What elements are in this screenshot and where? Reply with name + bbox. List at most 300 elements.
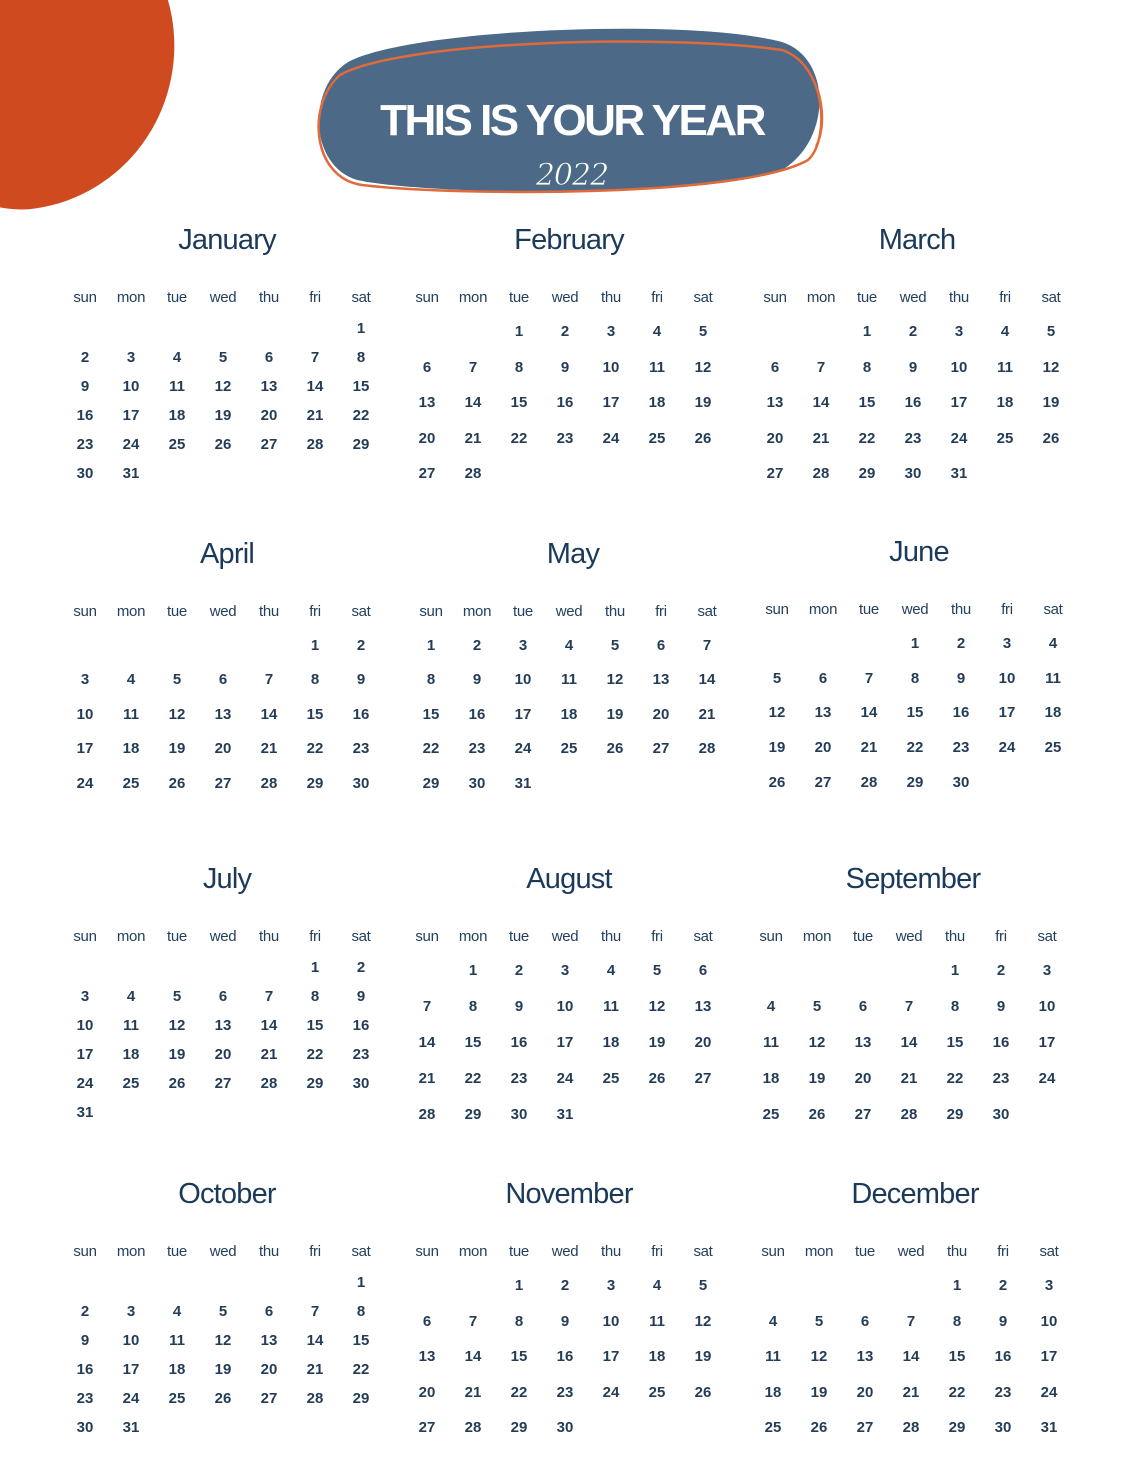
- day-cell: 23: [994, 1383, 1012, 1401]
- day-cell: 29: [306, 774, 324, 792]
- month-title: April: [199, 538, 254, 570]
- day-cell: 12: [168, 1017, 186, 1034]
- week-row: [62, 628, 392, 663]
- day-cell: 17: [1038, 1033, 1056, 1051]
- day-cell: 29: [946, 1105, 964, 1123]
- weekday-header: [404, 280, 734, 314]
- day-cell: 27: [814, 774, 832, 792]
- weeks: [62, 953, 392, 1127]
- week-row: [750, 1268, 1080, 1304]
- day-cell: 1: [426, 636, 436, 654]
- month-may: [408, 532, 738, 801]
- week-row: [62, 1326, 392, 1355]
- weekday-header: [408, 594, 738, 628]
- day-cell: 7: [264, 671, 274, 689]
- weekday-label: sat: [351, 927, 371, 945]
- month-october: [62, 1172, 392, 1442]
- month-february: [404, 218, 734, 492]
- day-cell: 29: [352, 436, 370, 453]
- day-cell: 5: [772, 669, 782, 687]
- month-title: January: [178, 224, 276, 256]
- day-cell: 2: [356, 959, 366, 976]
- day-cell: 16: [468, 705, 486, 723]
- day-cell: 30: [76, 1419, 94, 1436]
- weekday-label: sat: [1039, 1242, 1059, 1260]
- day-cell: 31: [122, 465, 140, 482]
- week-row: [62, 1098, 392, 1127]
- day-cell: 22: [510, 429, 528, 447]
- day-cell: 22: [946, 1069, 964, 1087]
- day-cell: 2: [80, 1303, 90, 1320]
- day-cell: 9: [514, 998, 524, 1016]
- day-cell: 16: [994, 1348, 1012, 1366]
- weekday-label: sat: [351, 602, 371, 620]
- week-row: [62, 372, 392, 401]
- weekday-label: tue: [855, 1242, 875, 1260]
- day-cell: 14: [812, 394, 830, 412]
- day-cell: 12: [694, 1312, 712, 1330]
- day-cell: 26: [694, 1383, 712, 1401]
- weeks: [750, 1268, 1080, 1446]
- day-cell: 8: [426, 671, 436, 689]
- day-cell: 7: [264, 988, 274, 1005]
- day-cell: 18: [648, 394, 666, 412]
- week-row: [404, 1375, 734, 1411]
- day-cell: 15: [858, 394, 876, 412]
- day-cell: 5: [1046, 323, 1056, 341]
- day-cell: 18: [1044, 704, 1062, 722]
- weeks: [404, 314, 734, 492]
- day-cell: 25: [168, 1390, 186, 1407]
- day-cell: 4: [1048, 634, 1058, 652]
- day-cell: 25: [764, 1419, 782, 1437]
- day-cell: 22: [948, 1383, 966, 1401]
- week-row: [408, 697, 738, 732]
- day-cell: 6: [770, 358, 780, 376]
- day-cell: 29: [306, 1075, 324, 1092]
- day-cell: 13: [214, 1017, 232, 1034]
- month-april: [62, 532, 392, 801]
- day-cell: 7: [310, 1303, 320, 1320]
- day-cell: 8: [356, 349, 366, 366]
- month-title: October: [178, 1178, 276, 1210]
- day-cell: 13: [766, 394, 784, 412]
- day-cell: 20: [418, 429, 436, 447]
- week-row: [62, 343, 392, 372]
- week-row: [752, 314, 1082, 350]
- day-cell: 2: [908, 323, 918, 341]
- day-cell: 6: [218, 671, 228, 689]
- day-cell: 16: [76, 407, 94, 424]
- day-cell: 11: [603, 998, 619, 1016]
- weekday-label: sun: [73, 602, 97, 620]
- day-cell: 9: [560, 1312, 570, 1330]
- day-cell: 11: [649, 1312, 665, 1330]
- weekday-label: sun: [415, 1242, 439, 1260]
- weekday-label: tue: [853, 927, 873, 945]
- day-cell: 22: [510, 1383, 528, 1401]
- day-cell: 31: [76, 1104, 94, 1121]
- weekday-label: sun: [763, 288, 787, 306]
- day-cell: 9: [356, 671, 366, 689]
- day-cell: 24: [122, 1390, 140, 1407]
- day-cell: 24: [556, 1069, 574, 1087]
- week-row: [62, 1297, 392, 1326]
- day-cell: 10: [950, 358, 968, 376]
- weekday-label: tue: [167, 602, 187, 620]
- day-cell: 8: [862, 358, 872, 376]
- day-cell: 11: [997, 358, 1013, 376]
- day-cell: 31: [1040, 1419, 1058, 1437]
- day-cell: 1: [356, 1274, 366, 1291]
- day-cell: 19: [214, 1361, 232, 1378]
- day-cell: 6: [218, 988, 228, 1005]
- week-row: [408, 766, 738, 801]
- day-cell: 30: [76, 465, 94, 482]
- day-cell: 22: [858, 429, 876, 447]
- day-cell: 16: [556, 394, 574, 412]
- week-row: [752, 421, 1082, 457]
- day-cell: 17: [122, 1361, 140, 1378]
- day-cell: 25: [648, 429, 666, 447]
- day-cell: 8: [310, 988, 320, 1005]
- weekday-label: thu: [951, 600, 971, 618]
- weekday-header: [62, 594, 392, 628]
- weeks: [62, 1268, 392, 1442]
- day-cell: 1: [514, 1277, 524, 1295]
- day-cell: 23: [76, 436, 94, 453]
- day-cell: 19: [606, 705, 624, 723]
- day-cell: 11: [763, 1033, 779, 1051]
- day-cell: 2: [996, 962, 1006, 980]
- day-cell: 22: [352, 1361, 370, 1378]
- weekday-label: wed: [895, 927, 923, 945]
- day-cell: 29: [464, 1105, 482, 1123]
- weekday-label: thu: [259, 288, 279, 306]
- day-cell: 29: [906, 774, 924, 792]
- day-cell: 17: [122, 407, 140, 424]
- day-cell: 29: [948, 1419, 966, 1437]
- weekday-header: [62, 280, 392, 314]
- day-cell: 13: [418, 1348, 436, 1366]
- day-cell: 19: [694, 394, 712, 412]
- day-cell: 4: [606, 962, 616, 980]
- day-cell: 27: [694, 1069, 712, 1087]
- day-cell: 14: [698, 671, 716, 689]
- weekday-label: tue: [167, 288, 187, 306]
- month-title: March: [878, 224, 956, 256]
- day-cell: 26: [1042, 429, 1060, 447]
- day-cell: 11: [765, 1348, 781, 1366]
- day-cell: 1: [952, 1277, 962, 1295]
- day-cell: 18: [762, 1069, 780, 1087]
- week-row: [404, 385, 734, 421]
- day-cell: 10: [76, 705, 94, 723]
- day-cell: 19: [168, 1046, 186, 1063]
- day-cell: 17: [998, 704, 1016, 722]
- weekday-label: wed: [209, 1242, 237, 1260]
- week-row: [62, 663, 392, 698]
- day-cell: 13: [214, 705, 232, 723]
- day-cell: 25: [996, 429, 1014, 447]
- weekday-label: mon: [458, 927, 488, 945]
- weekday-label: wed: [551, 927, 579, 945]
- day-cell: 5: [698, 1277, 708, 1295]
- day-cell: 16: [510, 1033, 528, 1051]
- week-row: [404, 953, 734, 989]
- day-cell: 2: [356, 636, 366, 654]
- weekday-label: wed: [209, 602, 237, 620]
- week-row: [748, 989, 1078, 1025]
- month-title: August: [526, 863, 612, 895]
- day-cell: 30: [952, 774, 970, 792]
- week-row: [752, 456, 1082, 492]
- week-row: [750, 1339, 1080, 1375]
- day-cell: 15: [422, 705, 440, 723]
- day-cell: 14: [418, 1033, 436, 1051]
- weekday-label: wed: [209, 927, 237, 945]
- weekday-label: fri: [651, 288, 663, 306]
- day-cell: 27: [854, 1105, 872, 1123]
- weekday-label: mon: [116, 288, 146, 306]
- week-row: [62, 430, 392, 459]
- weekday-label: sun: [765, 600, 789, 618]
- day-cell: 17: [1040, 1348, 1058, 1366]
- day-cell: 25: [168, 436, 186, 453]
- day-cell: 6: [698, 962, 708, 980]
- day-cell: 11: [561, 671, 577, 689]
- weekday-label: tue: [509, 927, 529, 945]
- weekday-label: mon: [806, 288, 836, 306]
- day-cell: 24: [602, 429, 620, 447]
- day-cell: 25: [122, 1075, 140, 1092]
- day-cell: 9: [956, 669, 966, 687]
- day-cell: 9: [356, 988, 366, 1005]
- day-cell: 11: [169, 1332, 185, 1349]
- weekday-label: sun: [415, 927, 439, 945]
- day-cell: 13: [854, 1033, 872, 1051]
- weekday-header: [404, 1234, 734, 1268]
- week-row: [404, 1268, 734, 1304]
- weekday-label: tue: [859, 600, 879, 618]
- day-cell: 23: [992, 1069, 1010, 1087]
- weekday-label: mon: [804, 1242, 834, 1260]
- day-cell: 26: [168, 1075, 186, 1092]
- day-cell: 29: [422, 774, 440, 792]
- week-row: [62, 1384, 392, 1413]
- day-cell: 7: [468, 358, 478, 376]
- day-cell: 19: [694, 1348, 712, 1366]
- day-cell: 14: [464, 394, 482, 412]
- week-row: [62, 1413, 392, 1442]
- day-cell: 24: [1040, 1383, 1058, 1401]
- week-row: [754, 696, 1084, 731]
- day-cell: 1: [862, 323, 872, 341]
- weekday-header: [404, 919, 734, 953]
- week-row: [62, 1011, 392, 1040]
- day-cell: 18: [122, 1046, 140, 1063]
- day-cell: 31: [950, 465, 968, 483]
- month-title: May: [546, 538, 600, 570]
- day-cell: 9: [996, 998, 1006, 1016]
- week-row: [752, 350, 1082, 386]
- day-cell: 7: [906, 1312, 916, 1330]
- day-cell: 18: [560, 705, 578, 723]
- weekday-label: thu: [945, 927, 965, 945]
- day-cell: 3: [80, 988, 90, 1005]
- day-cell: 3: [126, 1303, 136, 1320]
- day-cell: 26: [808, 1105, 826, 1123]
- week-row: [404, 350, 734, 386]
- day-cell: 23: [952, 739, 970, 757]
- day-cell: 24: [602, 1383, 620, 1401]
- day-cell: 25: [602, 1069, 620, 1087]
- day-cell: 5: [218, 1303, 228, 1320]
- day-cell: 28: [812, 465, 830, 483]
- day-cell: 4: [1000, 323, 1010, 341]
- day-cell: 2: [956, 634, 966, 652]
- day-cell: 7: [422, 998, 432, 1016]
- day-cell: 4: [126, 988, 136, 1005]
- day-cell: 28: [260, 1075, 278, 1092]
- day-cell: 2: [560, 1277, 570, 1295]
- day-cell: 9: [80, 1332, 90, 1349]
- weeks: [62, 314, 392, 488]
- day-cell: 24: [998, 739, 1016, 757]
- day-cell: 21: [860, 739, 878, 757]
- week-row: [754, 765, 1084, 800]
- day-cell: 6: [858, 998, 868, 1016]
- day-cell: 7: [468, 1312, 478, 1330]
- day-cell: 23: [352, 1046, 370, 1063]
- day-cell: 14: [464, 1348, 482, 1366]
- day-cell: 4: [126, 671, 136, 689]
- weekday-label: sun: [419, 602, 443, 620]
- weekday-header: [754, 592, 1084, 626]
- day-cell: 10: [1040, 1312, 1058, 1330]
- day-cell: 20: [260, 1361, 278, 1378]
- day-cell: 8: [468, 998, 478, 1016]
- day-cell: 25: [1044, 739, 1062, 757]
- day-cell: 7: [310, 349, 320, 366]
- day-cell: 18: [648, 1348, 666, 1366]
- day-cell: 10: [122, 1332, 140, 1349]
- day-cell: 29: [352, 1390, 370, 1407]
- day-cell: 9: [908, 358, 918, 376]
- weekday-label: sat: [693, 288, 713, 306]
- day-cell: 30: [352, 774, 370, 792]
- day-cell: 4: [652, 1277, 662, 1295]
- day-cell: 6: [264, 349, 274, 366]
- day-cell: 2: [514, 962, 524, 980]
- day-cell: 9: [998, 1312, 1008, 1330]
- day-cell: 10: [122, 378, 140, 395]
- week-row: [748, 953, 1078, 989]
- weekday-label: mon: [458, 1242, 488, 1260]
- day-cell: 1: [950, 962, 960, 980]
- day-cell: 25: [122, 774, 140, 792]
- day-cell: 27: [214, 774, 232, 792]
- day-cell: 30: [352, 1075, 370, 1092]
- day-cell: 7: [702, 636, 712, 654]
- day-cell: 3: [126, 349, 136, 366]
- day-cell: 16: [952, 704, 970, 722]
- day-cell: 28: [464, 1419, 482, 1437]
- day-cell: 27: [766, 465, 784, 483]
- day-cell: 24: [76, 1075, 94, 1092]
- day-cell: 23: [468, 740, 486, 758]
- weekday-label: wed: [899, 288, 927, 306]
- day-cell: 28: [900, 1105, 918, 1123]
- week-row: [750, 1304, 1080, 1340]
- day-cell: 14: [900, 1033, 918, 1051]
- day-cell: 20: [814, 739, 832, 757]
- day-cell: 13: [652, 671, 670, 689]
- day-cell: 11: [123, 1017, 139, 1034]
- day-cell: 14: [306, 378, 324, 395]
- week-row: [754, 626, 1084, 661]
- week-row: [748, 1060, 1078, 1096]
- weekday-label: thu: [601, 288, 621, 306]
- weeks: [748, 953, 1078, 1132]
- day-cell: 26: [810, 1419, 828, 1437]
- week-row: [62, 732, 392, 767]
- day-cell: 19: [1042, 394, 1060, 412]
- week-row: [404, 1410, 734, 1446]
- month-title: June: [889, 536, 949, 568]
- weeks: [754, 626, 1084, 800]
- day-cell: 13: [260, 1332, 278, 1349]
- week-row: [404, 1304, 734, 1340]
- day-cell: 5: [610, 636, 620, 654]
- day-cell: 21: [464, 429, 482, 447]
- day-cell: 12: [810, 1348, 828, 1366]
- day-cell: 28: [418, 1105, 436, 1123]
- day-cell: 12: [168, 705, 186, 723]
- day-cell: 27: [260, 436, 278, 453]
- weeks: [62, 628, 392, 801]
- week-row: [404, 1025, 734, 1061]
- day-cell: 3: [1044, 1277, 1054, 1295]
- day-cell: 28: [306, 1390, 324, 1407]
- day-cell: 3: [606, 323, 616, 341]
- day-cell: 5: [652, 962, 662, 980]
- weekday-label: sun: [759, 927, 783, 945]
- weekday-header: [62, 919, 392, 953]
- day-cell: 4: [564, 636, 574, 654]
- day-cell: 2: [80, 349, 90, 366]
- weekday-label: wed: [551, 288, 579, 306]
- day-cell: 20: [418, 1383, 436, 1401]
- day-cell: 12: [214, 378, 232, 395]
- day-cell: 18: [602, 1033, 620, 1051]
- day-cell: 10: [1038, 998, 1056, 1016]
- day-cell: 11: [1045, 669, 1061, 687]
- day-cell: 21: [464, 1383, 482, 1401]
- week-row: [62, 1355, 392, 1384]
- day-cell: 22: [306, 1046, 324, 1063]
- weekday-header: [750, 1234, 1080, 1268]
- month-title: February: [514, 224, 624, 256]
- day-cell: 8: [950, 998, 960, 1016]
- day-cell: 28: [698, 740, 716, 758]
- weekday-label: sat: [697, 602, 717, 620]
- weekday-label: fri: [309, 288, 321, 306]
- weekday-label: tue: [513, 602, 533, 620]
- day-cell: 16: [904, 394, 922, 412]
- day-cell: 14: [306, 1332, 324, 1349]
- day-cell: 22: [464, 1069, 482, 1087]
